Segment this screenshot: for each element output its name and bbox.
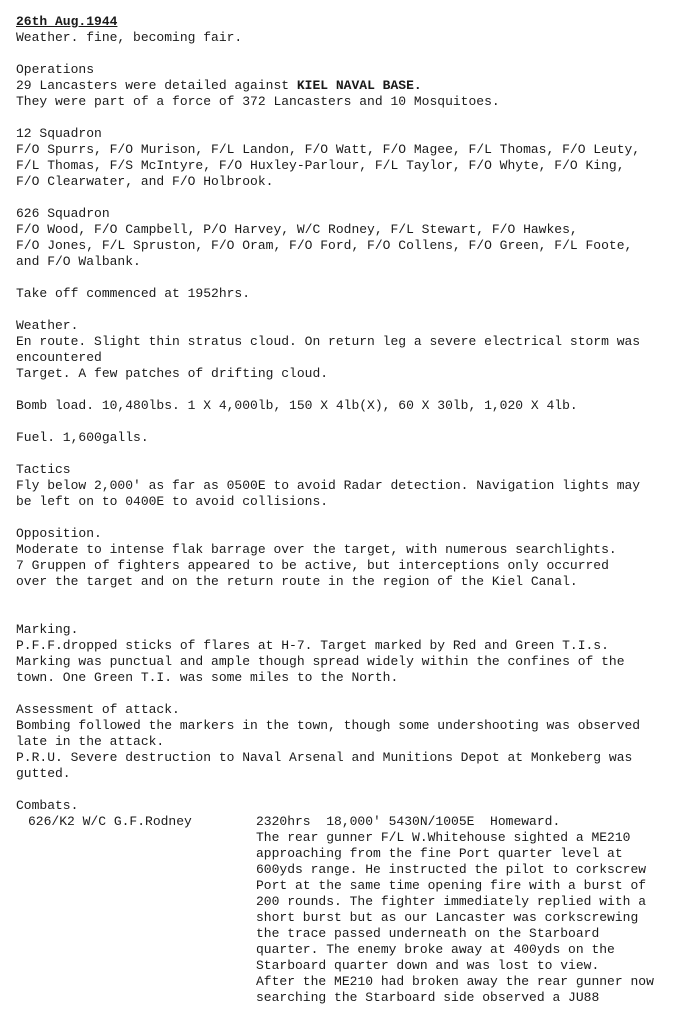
- weather-line: encountered: [16, 350, 102, 365]
- tactics-line: be left on to 0400E to avoid collisions.: [16, 494, 329, 509]
- combat-report-line: 600yds range. He instructed the pilot to corkscrew: [256, 862, 647, 877]
- assessment-line: Bombing followed the markers in the town, though some undershooting was observed: [16, 718, 641, 733]
- weather-line: En route. Slight thin stratus cloud. On return leg a severe electrical storm was: [16, 334, 641, 349]
- squadron-626-line: F/O Jones, F/L Spruston, F/O Oram, F/O Ford, F/O Collens, F/O Green, F/L Foote,: [16, 238, 633, 253]
- operations-line-1: [16, 78, 676, 94]
- combat-aircraft: 626/K2 W/C G.F.Rodney: [28, 814, 192, 829]
- assessment-line: late in the attack.: [16, 734, 165, 749]
- combat-report-line: searching the Starboard side observed a JU88: [256, 990, 600, 1005]
- combat-report-header: 2320hrs 18,000' 5430N/1005E Homeward.: [256, 814, 561, 829]
- combat-report: [256, 814, 676, 1006]
- entry-date: 26th Aug.1944: [16, 14, 118, 29]
- squadron-12-heading: 12 Squadron: [16, 126, 102, 141]
- bomb-load: Bomb load. 10,480lbs. 1 X 4,000lb, 150 X 4lb(X), 60 X 30lb, 1,020 X 4lb.: [16, 398, 578, 413]
- takeoff-time: Take off commenced at 1952hrs.: [16, 286, 251, 301]
- tactics-line: Fly below 2,000' as far as 0500E to avoid Radar detection. Navigation lights may: [16, 478, 641, 493]
- combats-heading: Combats.: [16, 798, 79, 813]
- squadron-626-heading: 626 Squadron: [16, 206, 110, 221]
- weather-line: Target. A few patches of drifting cloud.: [16, 366, 329, 381]
- marking-line: P.F.F.dropped sticks of flares at H-7. Target marked by Red and Green T.I.s.: [16, 638, 609, 653]
- marking-line: town. One Green T.I. was some miles to the North.: [16, 670, 399, 685]
- squadron-12-line: F/L Thomas, F/S McIntyre, F/O Huxley-Parlour, F/L Taylor, F/O Whyte, F/O King,: [16, 158, 625, 173]
- combat-report-line: approaching from the fine Port quarter level at: [256, 846, 623, 861]
- marking-heading: Marking.: [16, 622, 79, 637]
- tactics-heading: Tactics: [16, 462, 71, 477]
- assessment-heading: Assessment of attack.: [16, 702, 180, 717]
- opposition-heading: Opposition.: [16, 526, 102, 541]
- document-page: [16, 14, 676, 1006]
- marking-line: Marking was punctual and ample though spread widely within the confines of the: [16, 654, 625, 669]
- combat-report-line: After the ME210 had broken away the rear gunner now: [256, 974, 654, 989]
- assessment-line: gutted.: [16, 766, 71, 781]
- fuel: Fuel. 1,600galls.: [16, 430, 149, 445]
- weather-heading: Weather.: [16, 318, 79, 333]
- opposition-line: over the target and on the return route in the region of the Kiel Canal.: [16, 574, 578, 589]
- operations-heading: Operations: [16, 62, 95, 77]
- weather-summary: Weather. fine, becoming fair.: [16, 30, 243, 45]
- operations-line-2: They were part of a force of 372 Lancasters and 10 Mosquitoes.: [16, 94, 500, 109]
- combat-report-line: short burst but as our Lancaster was corkscrewing: [256, 910, 639, 925]
- squadron-12-line: F/O Clearwater, and F/O Holbrook.: [16, 174, 274, 189]
- combat-report-line: Port at the same time opening fire with a burst of: [256, 878, 647, 893]
- opposition-line: Moderate to intense flak barrage over the target, with numerous searchlights.: [16, 542, 617, 557]
- combat-entry: [16, 814, 676, 1006]
- opposition-line: 7 Gruppen of fighters appeared to be active, but interceptions only occurred: [16, 558, 609, 573]
- combat-report-line: quarter. The enemy broke away at 400yds on the: [256, 942, 615, 957]
- assessment-line: P.R.U. Severe destruction to Naval Arsenal and Munitions Depot at Monkeberg was: [16, 750, 633, 765]
- operations-detail: 29 Lancasters were detailed against: [16, 78, 297, 93]
- combat-report-line: The rear gunner F/L W.Whitehouse sighted a ME210: [256, 830, 631, 845]
- squadron-12-line: F/O Spurrs, F/O Murison, F/L Landon, F/O Watt, F/O Magee, F/L Thomas, F/O Leuty,: [16, 142, 641, 157]
- operations-target: KIEL NAVAL BASE.: [296, 78, 422, 93]
- combat-report-line: 200 rounds. The fighter immediately replied with a: [256, 894, 647, 909]
- squadron-626-line: and F/O Walbank.: [16, 254, 141, 269]
- combat-report-line: Starboard quarter down and was lost to view.: [256, 958, 600, 973]
- squadron-626-line: F/O Wood, F/O Campbell, P/O Harvey, W/C Rodney, F/L Stewart, F/O Hawkes,: [16, 222, 578, 237]
- combat-report-line: the trace passed underneath on the Starboard: [256, 926, 600, 941]
